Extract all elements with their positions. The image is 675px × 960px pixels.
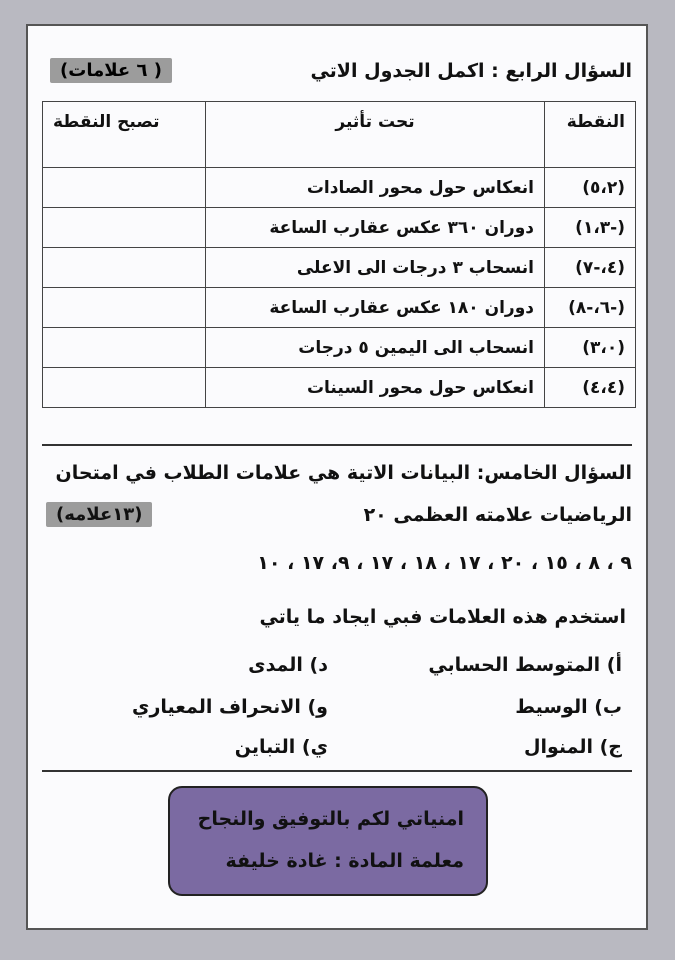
- footer-teacher: معلمة المادة : غادة خليفة: [225, 850, 464, 872]
- option-variance: ي) التباين: [234, 736, 328, 758]
- header-point: النقطة: [545, 102, 636, 168]
- option-std-dev: و) الانحراف المعياري: [132, 696, 328, 718]
- option-mode: ج) المنوال: [523, 736, 622, 758]
- row-answer-cell[interactable]: [43, 248, 206, 288]
- table-row: [43, 368, 636, 408]
- table-header-row: [43, 102, 636, 168]
- footer-wishes: امنياتي لكم بالتوفيق والنجاح: [197, 808, 464, 830]
- transformations-table: [42, 101, 636, 408]
- row-effect: انسحاب ٣ درجات الى الاعلى: [206, 248, 545, 288]
- question-four-header: [42, 56, 632, 90]
- row-answer-cell[interactable]: [43, 368, 206, 408]
- section-divider: [42, 444, 632, 446]
- row-effect: انسحاب الى اليمين ٥ درجات: [206, 328, 545, 368]
- option-mean: أ) المتوسط الحسابي: [428, 654, 622, 676]
- row-effect: انعكاس حول محور الصادات: [206, 168, 545, 208]
- question-five-instruction: استخدم هذه العلامات فبي ايجاد ما ياتي: [259, 606, 626, 628]
- question-five-line1: السؤال الخامس: البيانات الاتية هي علامات الطلاب في امتحان: [55, 462, 632, 484]
- row-effect: دوران ١٨٠ عكس عقارب الساعة: [206, 288, 545, 328]
- row-point: (-٦،-٨): [545, 288, 636, 328]
- row-point: (٥،٢): [545, 168, 636, 208]
- header-effect: تحت تأثير: [206, 102, 545, 168]
- row-point: (٤،-٧): [545, 248, 636, 288]
- option-range: د) المدى: [248, 654, 328, 676]
- row-answer-cell[interactable]: [43, 168, 206, 208]
- option-median: ب) الوسيط: [515, 696, 622, 718]
- row-point: (٣،٠): [545, 328, 636, 368]
- table-row: [43, 328, 636, 368]
- row-answer-cell[interactable]: [43, 208, 206, 248]
- table-row: [43, 208, 636, 248]
- row-point: (-١،٣): [545, 208, 636, 248]
- row-answer-cell[interactable]: [43, 328, 206, 368]
- question-five-line2: الرياضيات علامته العظمى ٢٠: [363, 504, 632, 526]
- row-point: (٤،٤): [545, 368, 636, 408]
- header-corrected: تصبح النقطة: [43, 102, 206, 168]
- student-scores: ٩ ، ٨ ، ١٥ ، ٢٠ ، ١٧ ، ١٨ ، ١٧ ، ٩، ١٧ ، ١٠: [257, 552, 632, 574]
- footer-message-box: [168, 786, 488, 896]
- question-four-title: السؤال الرابع : اكمل الجدول الاتي: [310, 60, 632, 82]
- exam-page: [26, 24, 648, 930]
- row-effect: دوران ٣٦٠ عكس عقارب الساعة: [206, 208, 545, 248]
- table-row: [43, 248, 636, 288]
- table-row: [43, 168, 636, 208]
- question-four-marks: ( ٦ علامات): [50, 58, 172, 83]
- row-effect: انعكاس حول محور السينات: [206, 368, 545, 408]
- footer-divider: [42, 770, 632, 772]
- row-answer-cell[interactable]: [43, 288, 206, 328]
- table-row: [43, 288, 636, 328]
- question-five-marks: (١٣علامه): [46, 502, 152, 527]
